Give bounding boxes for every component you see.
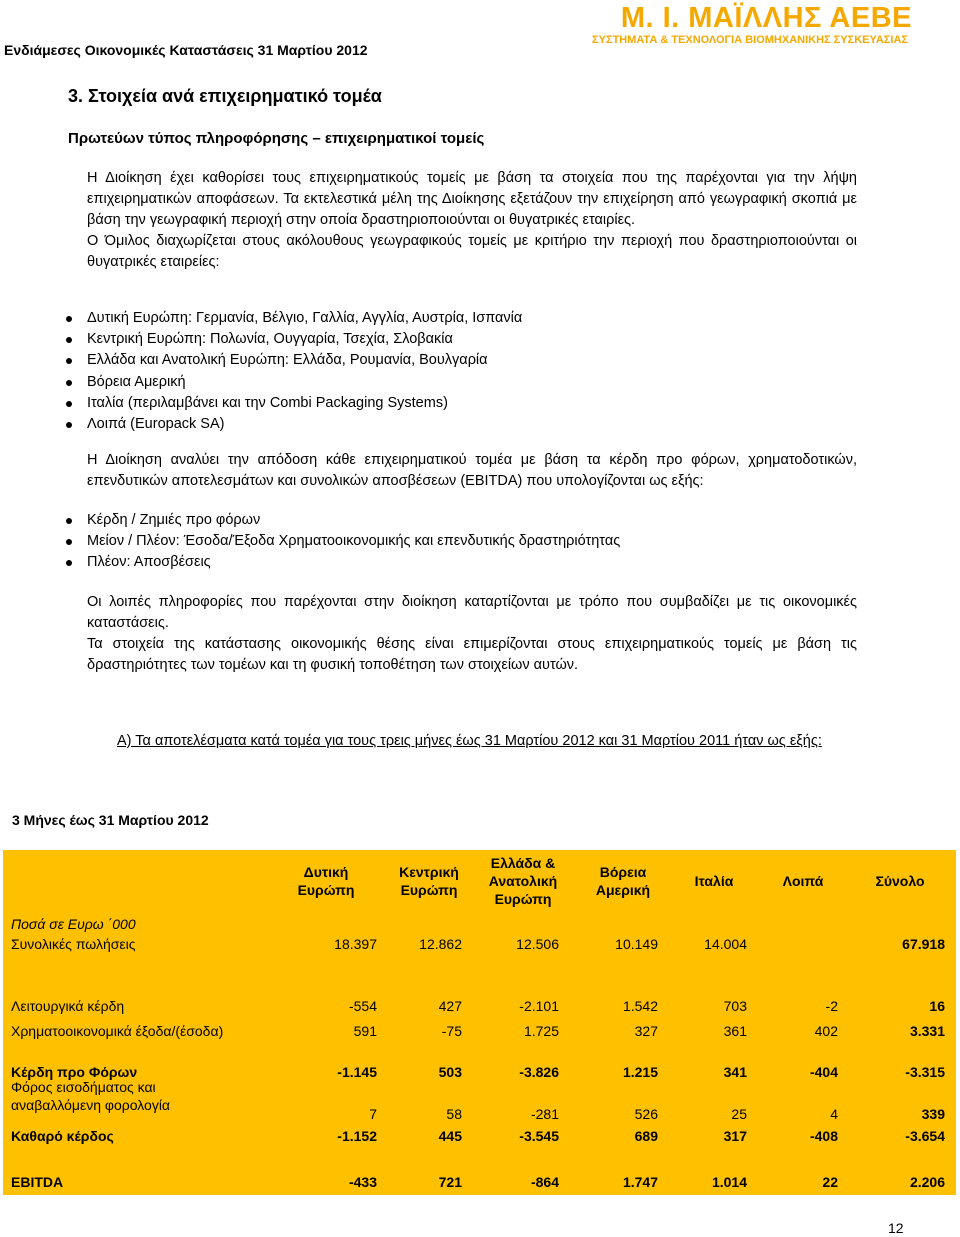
company-logo [562,0,960,50]
table-row-label: EBITDA [11,1174,64,1190]
list-item: Δυτική Ευρώπη: Γερμανία, Βέλγιο, Γαλλία, Αγγλία, Αυστρία, Ισπανία [64,308,522,329]
table-cell: 2.206 [909,1174,945,1190]
intro-text [87,168,857,273]
table-cell: 361 [723,1023,747,1039]
table-cell: 317 [723,1128,747,1144]
table-cell: 703 [723,998,747,1014]
table-cell: -3.315 [905,1064,945,1080]
table-cell: -554 [348,998,377,1014]
table-row-label: Καθαρό κέρδος [11,1128,114,1144]
table-cell: -3.826 [519,1064,559,1080]
column-header: Λοιπά [782,873,824,889]
table-row-label: Κέρδη προ Φόρων [11,1064,138,1080]
table-cell: -75 [441,1023,462,1039]
table-cell: 1.014 [711,1174,747,1190]
table-cell: -3.654 [905,1128,945,1144]
table-cell: 25 [731,1106,747,1122]
closing-paragraph-1: Οι λοιπές πληροφορίες που παρέχονται στην διοίκηση καταρτίζονται με τρόπο που συμβαδίζει με τις οικονομικές καταστάσεις. [87,594,857,631]
table-cell: -281 [530,1106,559,1122]
list-item: Λοιπά (Europack SA) [64,414,522,435]
list-item: Ελλάδα και Ανατολική Ευρώπη: Ελλάδα, Ρουμανία, Βουλγαρία [64,350,522,371]
table-cell: 341 [723,1064,747,1080]
table-cell: 327 [634,1023,658,1039]
page-number: 12 [888,1220,904,1236]
list-item: Βόρεια Αμερική [64,372,522,393]
table-row-label: Συνολικές πωλήσεις [11,936,136,952]
table-cell: -1.152 [337,1128,377,1144]
list-item: Μείον / Πλέον: Έσοδα/Έξοδα Χρηματοοικονομικής και επενδυτικής δραστηριότητας [64,531,620,552]
table-cell: 18.397 [334,936,377,952]
closing-text [87,592,857,676]
table-cell: -433 [348,1174,377,1190]
column-header: Σύνολο [875,873,925,889]
intro-paragraph-1: Η Διοίκηση έχει καθορίσει τους επιχειρηματικούς τομείς με βάση τα στοιχεία που της παρέχονται για την λήψη επιχειρηματικών αποφάσεων. Τα εκτελεστικά μέλη της Διοίκησης εξετάζουν την επιχείρηση από γεωγραφική σκοπιά με βάση την γεωγραφική περιοχή στην οποία δραστηριοποιούνται οι θυγατρικές εταιρίες. [87,170,857,228]
table-cell: 12.506 [516,936,559,952]
results-heading: Α) Τα αποτελέσματα κατά τομέα για τους τρεις μήνες έως 31 Μαρτίου 2012 και 31 Μαρτίου 2011 ήταν ως εξής: [117,733,822,749]
currency-note: Ποσά σε Ευρω ΄000 [11,916,136,932]
table-cell: 1.542 [622,998,658,1014]
table-cell: 721 [438,1174,462,1190]
table-cell: 22 [822,1174,838,1190]
table-cell: 1.215 [622,1064,658,1080]
section-subtitle: Πρωτεύων τύπος πληροφόρησης – επιχειρηματικοί τομείς [68,130,485,147]
table-cell: 7 [369,1106,377,1122]
table-cell: 689 [634,1128,658,1144]
table-cell: 3.331 [909,1023,945,1039]
table-cell: 16 [929,998,945,1014]
list-item: Κεντρική Ευρώπη: Πολωνία, Ουγγαρία, Τσεχία, Σλοβακία [64,329,522,350]
list-item: Πλέον: Αποσβέσεις [64,552,620,573]
column-header: Δυτική Ευρώπη [297,864,355,898]
table-cell: -2 [825,998,838,1014]
table-cell: -2.101 [519,998,559,1014]
metrics-list [64,510,620,574]
table-cell: 4 [830,1106,838,1122]
list-item: Κέρδη / Ζημιές προ φόρων [64,510,620,531]
table-cell: 503 [438,1064,462,1080]
column-header: Κεντρική Ευρώπη [399,864,459,898]
performance-text [87,450,857,492]
table-cell: 14.004 [704,936,747,952]
table-cell: 526 [634,1106,658,1122]
performance-paragraph: Η Διοίκηση αναλύει την απόδοση κάθε επιχειρηματικού τομέα με βάση τα κέρδη προ φόρων, χρηματοδοτικών, επενδυτικών αποτελεσμάτων και συνολικών αποσβέσεων (EBITDA) που υπολογίζονται ως εξής: [87,452,857,489]
table-row-label: Λειτουργικά κέρδη [11,998,125,1014]
intro-paragraph-2: Ο Όμιλος διαχωρίζεται στους ακόλουθους γεωγραφικούς τομείς με κριτήριο την περιοχή που δραστηριοποιούνται οι θυγατρικές εταιρείες: [87,233,857,270]
table-cell: -3.545 [519,1128,559,1144]
table-cell: 67.918 [902,936,945,952]
table-cell: 12.862 [419,936,462,952]
column-header: Βόρεια Αμερική [595,864,651,898]
section-title: 3. Στοιχεία ανά επιχειρηματικό τομέα [68,86,382,106]
column-header: Ελλάδα & Ανατολική Ευρώπη [488,855,558,907]
table-cell: 339 [921,1106,945,1122]
table-row-label: Χρηματοοικονομικά έξοδα/(έσοδα) [11,1023,224,1039]
report-title: Ενδιάμεσες Οικονομικές Καταστάσεις 31 Μαρτίου 2012 [4,42,368,58]
table-cell: 591 [353,1023,377,1039]
company-tagline: ΣΥΣΤΗΜΑΤΑ & ΤΕΧΝΟΛΟΓΙΑ ΒΙΟΜΗΧΑΝΙΚΗΣ ΣΥΣΚΕΥΑΣΙΑΣ [592,34,908,46]
table-cell: 402 [814,1023,838,1039]
table-cell: 1.725 [523,1023,559,1039]
table-cell: -864 [530,1174,559,1190]
table-cell: 1.747 [622,1174,658,1190]
list-item: Ιταλία (περιλαμβάνει και την Combi Packaging Systems) [64,393,522,414]
table-cell: 58 [446,1106,462,1122]
table-cell: 10.149 [615,936,658,952]
table-cell: -404 [809,1064,838,1080]
segment-results-table [3,850,956,1195]
table-cell: 445 [438,1128,462,1144]
regions-list [64,308,522,435]
table-row-label: Φόρος εισοδήματος και αναβαλλόμενη φορολογία [11,1079,171,1113]
period-label: 3 Μήνες έως 31 Μαρτίου 2012 [12,812,209,828]
table-cell: -408 [809,1128,838,1144]
company-name: Μ. Ι. ΜΑΪΛΛΗΣ ΑΕΒΕ [620,2,912,34]
column-header: Ιταλία [694,873,734,889]
table-cell: 427 [438,998,462,1014]
closing-paragraph-2: Τα στοιχεία της κατάστασης οικονομικής θέσης είναι επιμερίζονται στους επιχειρηματικούς τομείς με βάση τις δραστηριότητες των τομέων και τη φυσική τοποθέτηση των στοιχείων αυτών. [87,636,857,673]
table-cell: -1.145 [337,1064,377,1080]
